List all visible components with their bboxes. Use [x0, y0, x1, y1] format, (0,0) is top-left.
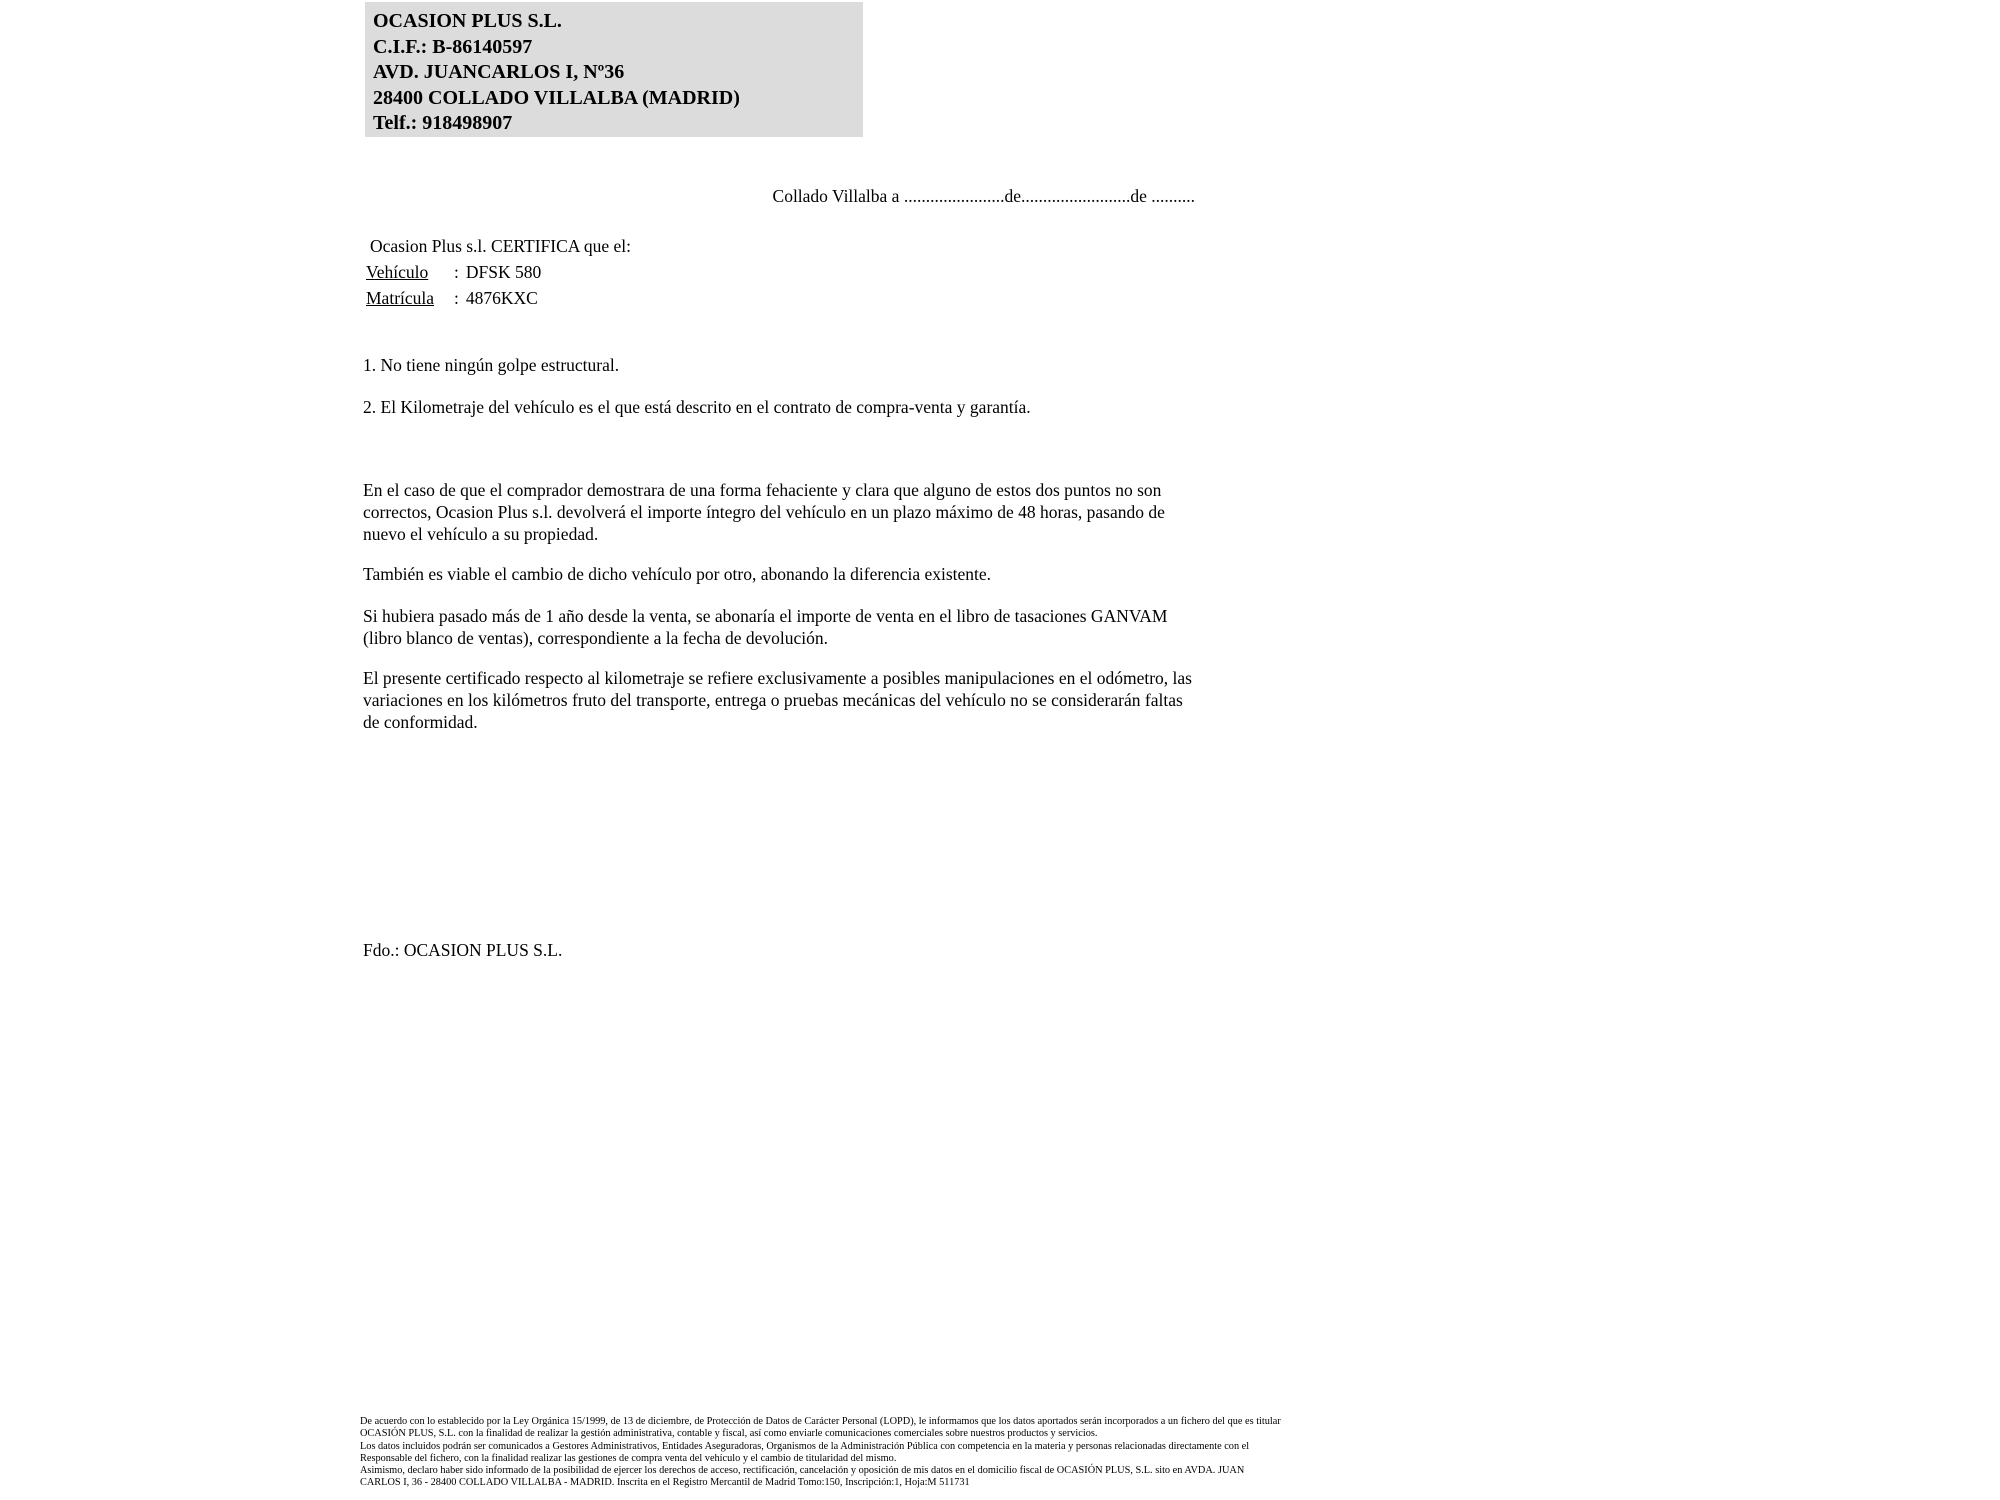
- plate-field-value: 4876KXC: [465, 288, 538, 308]
- vehicle-field-label: [366, 262, 454, 283]
- paragraph-odometer: El presente certificado respecto al kilometraje se refiere exclusivamente a posibles manipulaciones en el odómetro, las variaciones en los kilómetros fruto del transporte, entrega o pruebas mecánicas del vehículo no se considerarán faltas de conformidad.: [363, 668, 1192, 732]
- plate-field-row: [366, 288, 538, 309]
- legal-footer: [360, 1416, 1281, 1490]
- paragraph-ganvam: Si hubiera pasado más de 1 año desde la venta, se abonaría el importe de venta en el libro de tasaciones GANVAM (libro blanco de ventas), correspondiente a la fecha de devolución.: [363, 606, 1168, 648]
- plate-field-label-text: Matrícula: [366, 288, 435, 308]
- company-phone: Telf.: 918498907: [373, 112, 513, 134]
- legal-footer-line: Responsable del fichero, con la finalidad realizar las gestiones de compra venta del vehículo y el cambio de titularidad del mismo.: [360, 1452, 897, 1464]
- vehicle-field-row: [366, 262, 541, 283]
- signature-line: Fdo.: OCASION PLUS S.L.: [363, 940, 563, 960]
- legal-footer-line: De acuerdo con lo establecido por la Ley Orgánica 15/1999, de 13 de diciembre, de Protección de Datos de Carácter Personal (LOPD), le informamos que los datos aportados serán incorporados a un fichero del que es titular: [360, 1416, 1281, 1427]
- legal-footer-line: Asimismo, declaro haber sido informado de la posibilidad de ejercer los derechos de acceso, rectificación, cancelación y oposición de mis datos en el domicilio fiscal de OCASIÓN PLUS, S.L. sito en AVDA. JUAN: [360, 1465, 1245, 1477]
- vehicle-field-value: DFSK 580: [465, 262, 542, 282]
- vehicle-field-separator: :: [454, 262, 459, 282]
- company-address: AVD. JUANCARLOS I, Nº36: [373, 61, 625, 83]
- certify-intro: Ocasion Plus s.l. CERTIFICA que el:: [370, 236, 631, 256]
- date-line: Collado Villalba a .......................de.........................de ..........: [772, 186, 1195, 206]
- paragraph-refund: En el caso de que el comprador demostrara de una forma fehaciente y clara que alguno de estos dos puntos no son correctos, Ocasion Plus s.l. devolverá el importe íntegro del vehículo en un plazo máximo de 48 horas, pasando de nuevo el vehículo a su propiedad.: [363, 480, 1165, 544]
- plate-field-label: [366, 288, 454, 309]
- paragraph-exchange: También es viable el cambio de dicho vehículo por otro, abonando la diferencia existente.: [363, 564, 992, 584]
- point-2: 2. El Kilometraje del vehículo es el que está descrito en el contrato de compra-venta y garantía.: [363, 397, 1031, 417]
- vehicle-field-label-text: Vehículo: [366, 262, 429, 282]
- point-1: 1. No tiene ningún golpe estructural.: [363, 355, 620, 375]
- company-city: 28400 COLLADO VILLALBA (MADRID): [373, 86, 740, 109]
- legal-footer-line: Los datos incluidos podrán ser comunicados a Gestores Administrativos, Entidades Aseguradoras, Organismos de la Administración Pública con competencia en la materia y personas relacionadas directamente con el: [360, 1440, 1250, 1452]
- legal-footer-line: CARLOS I, 36 - 28400 COLLADO VILLALBA - MADRID. Inscrita en el Registro Mercantil de Madrid Tomo:150, Inscripción:1, Hoja:M 511731: [360, 1477, 970, 1489]
- legal-footer-line: OCASIÓN PLUS, S.L. con la finalidad de realizar la gestión administrativa, contable y fiscal, así como enviarle comunicaciones comerciales sobre nuestros productos y servicios.: [360, 1428, 1098, 1440]
- company-cif: C.I.F.: B-86140597: [373, 35, 533, 58]
- company-name: OCASION PLUS S.L.: [373, 10, 562, 32]
- company-header-box: [365, 2, 863, 137]
- plate-field-separator: :: [454, 288, 459, 308]
